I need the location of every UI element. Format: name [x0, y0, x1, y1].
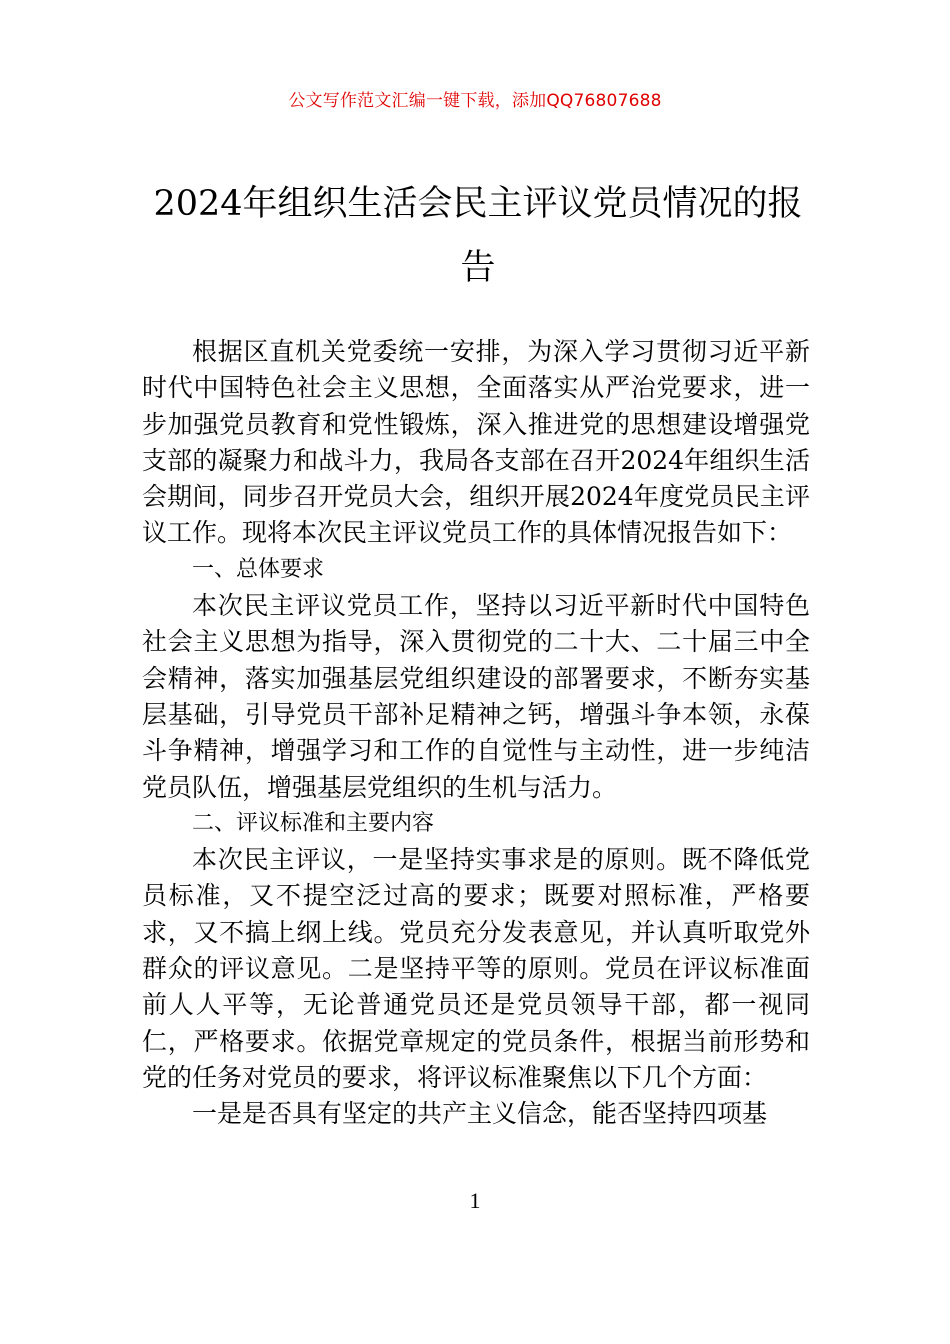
header-download-note: 公文写作范文汇编一键下载，添加QQ76807688 [288, 91, 662, 111]
section-heading-overall-requirements: 一、总体要求 [192, 556, 325, 582]
first-criterion-paragraph: 一是是否具有坚定的共产主义信念，能否坚持四项基 [192, 1099, 768, 1129]
overall-requirements-paragraph: 本次民主评议党员工作，坚持以习近平新时代中国特色社会主义思想为指导，深入贯彻党的二十大、二十届三中全会精神，落实加强基层党组织建设的部署要求，不断夯实基层基础，引导党员干部补足精神之钙，增强斗争本领，永葆斗争精神，增强学习和工作的自觉性与主动性，进一步纯洁党员队伍，增强基层党组织的生机与活力。 [142, 591, 810, 802]
document-body [142, 334, 810, 1133]
intro-paragraph: 根据区直机关党委统一安排，为深入学习贯彻习近平新时代中国特色社会主义思想，全面落实从严治党要求，进一步加强党员教育和党性锻炼，深入推进党的思想建设增强党支部的凝聚力和战斗力，我局各支部在召开2024年组织生活会期间，同步召开党员大会，组织开展2024年度党员民主评议工作。现将本次民主评议党员工作的具体情况报告如下： [142, 337, 810, 548]
evaluation-standards-paragraph: 本次民主评议，一是坚持实事求是的原则。既不降低党员标准，又不提空泛过高的要求；既要对照标准，严格要求，又不搞上纲上线。党员充分发表意见，并认真听取党外群众的评议意见。二是坚持平等的原则。党员在评议标准面前人人平等，无论普通党员还是党员领导干部，都一视同仁，严格要求。依据党章规定的党员条件，根据当前形势和党的任务对党员的要求，将评议标准聚焦以下几个方面： [142, 845, 810, 1092]
section-heading-evaluation-standards: 二、评议标准和主要内容 [192, 810, 435, 836]
page-number: 1 [469, 1188, 481, 1213]
document-title: 2024年组织生活会民主评议党员情况的报告 [153, 184, 803, 288]
